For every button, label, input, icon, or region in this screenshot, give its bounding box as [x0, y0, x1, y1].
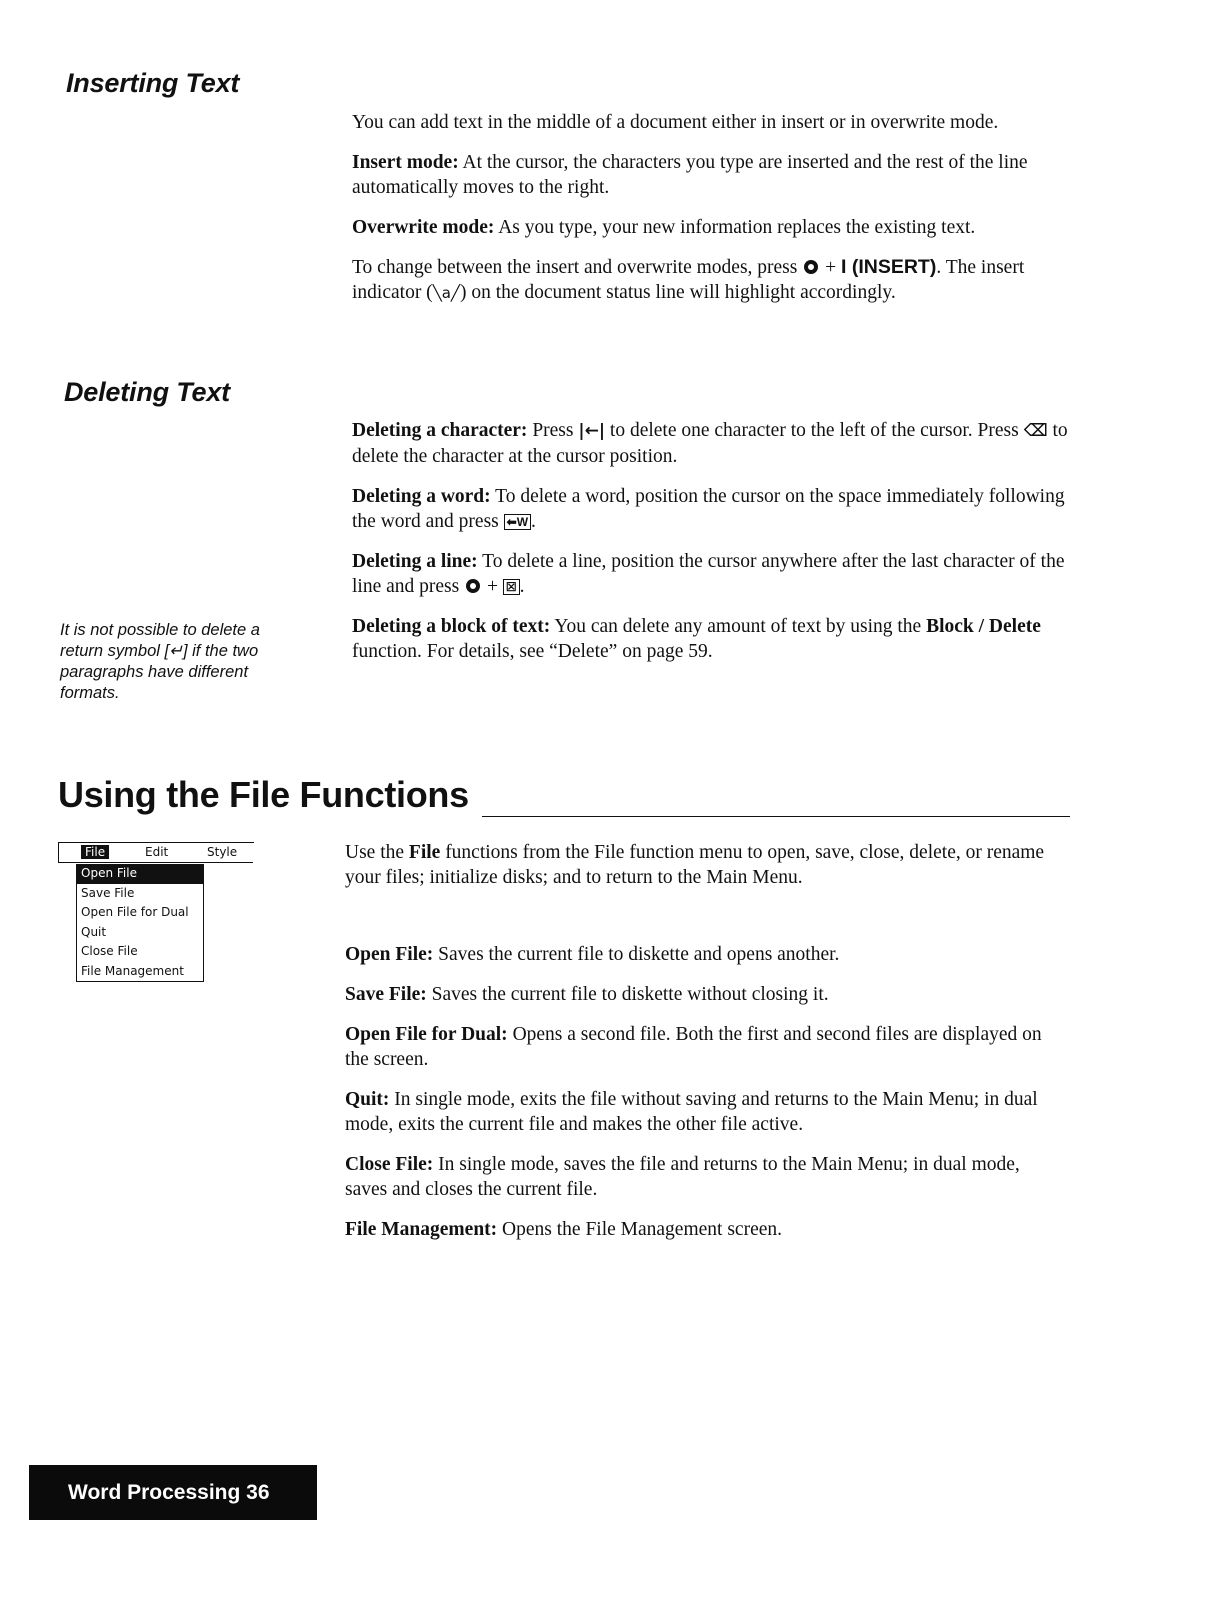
delete-character-paragraph: Deleting a character: Press |←| to delete one character to the left of the cursor. Press ⌫ to delete the character at the cursor position. [352, 420, 1068, 467]
menu-item-open-file[interactable]: Open File [77, 864, 203, 884]
file-item-management: File Management: Opens the File Management screen. [345, 1219, 782, 1240]
delete-key-icon: ⌫ [1023, 421, 1048, 441]
menu-item-open-file-for-dual[interactable]: Open File for Dual [81, 905, 189, 919]
inserting-intro: You can add text in the middle of a document either in insert or in overwrite mode. [352, 112, 999, 133]
section-heading-deleting: Deleting Text [64, 377, 230, 407]
inserting-body [352, 110, 1097, 321]
file-menu-illustration [58, 842, 258, 992]
code-key-icon [804, 260, 818, 274]
menu-style[interactable]: Style [207, 845, 238, 859]
overwrite-mode-paragraph: Overwrite mode: As you type, your new information replaces the existing text. [352, 217, 976, 238]
delete-block-paragraph: Deleting a block of text: You can delete any amount of text by using the Block / Delete function. For details, see “Delete” on page 59. [352, 616, 1041, 662]
code-key-icon [466, 579, 480, 593]
section-heading-file-functions: Using the File Functions [58, 774, 469, 815]
insert-indicator-icon: ╲a╱ [432, 284, 460, 302]
page-footer: Word Processing 36 [29, 1465, 317, 1520]
heading-rule [482, 816, 1070, 817]
file-item-open-dual: Open File for Dual: Opens a second file. Both the first and second files are displayed on the screen. [345, 1024, 1042, 1070]
menu-item-save-file[interactable]: Save File [81, 885, 135, 900]
menu-file[interactable]: File [81, 845, 109, 859]
delete-word-paragraph: Deleting a word: To delete a word, position the cursor on the space immediately following the word and press ⬅W . [352, 486, 1065, 532]
word-delete-key-icon: ⬅W [504, 514, 531, 530]
insert-mode-paragraph: Insert mode: At the cursor, the characters you type are inserted and the rest of the line automatically moves to the right. [352, 152, 1028, 198]
backspace-key-icon: |←| [578, 421, 606, 441]
menu-item-file-management[interactable]: File Management [81, 963, 184, 978]
file-item-save: Save File: Saves the current file to diskette without closing it. [345, 984, 829, 1005]
line-delete-key-icon: ☒ [503, 579, 520, 595]
menu-item-quit[interactable]: Quit [81, 924, 107, 939]
delete-line-paragraph: Deleting a line: To delete a line, position the cursor anywhere after the last character of the line and press + ☒ . [352, 551, 1065, 597]
file-functions-intro: Use the File functions from the File function menu to open, save, close, delete, or rename your files; initialize disks; and to return to the Main Menu. [345, 842, 1045, 888]
file-dropdown [76, 864, 204, 982]
file-item-open: Open File: Saves the current file to diskette and opens another. [345, 944, 840, 965]
toggle-mode-paragraph: To change between the insert and overwrite modes, press + I (INSERT). The insert indicator (╲a╱) on the document status line will highlight accordingly. [352, 255, 1097, 306]
file-functions-body [345, 840, 1065, 1257]
menu-edit[interactable]: Edit [145, 845, 169, 859]
menu-item-close-file[interactable]: Close File [81, 944, 138, 958]
file-item-close: Close File: In single mode, saves the file and returns to the Main Menu; in dual mode, saves and closes the current file. [345, 1154, 1020, 1200]
section-heading-inserting: Inserting Text [66, 68, 240, 98]
deleting-body [352, 418, 1087, 679]
file-item-quit: Quit: In single mode, exits the file without saving and returns to the Main Menu; in dual mode, exits the current file and makes the other file active. [345, 1089, 1038, 1135]
menu-bar [58, 842, 253, 863]
side-note: It is not possible to delete a return symbol [↵] if the two paragraphs have different formats. [60, 621, 260, 702]
